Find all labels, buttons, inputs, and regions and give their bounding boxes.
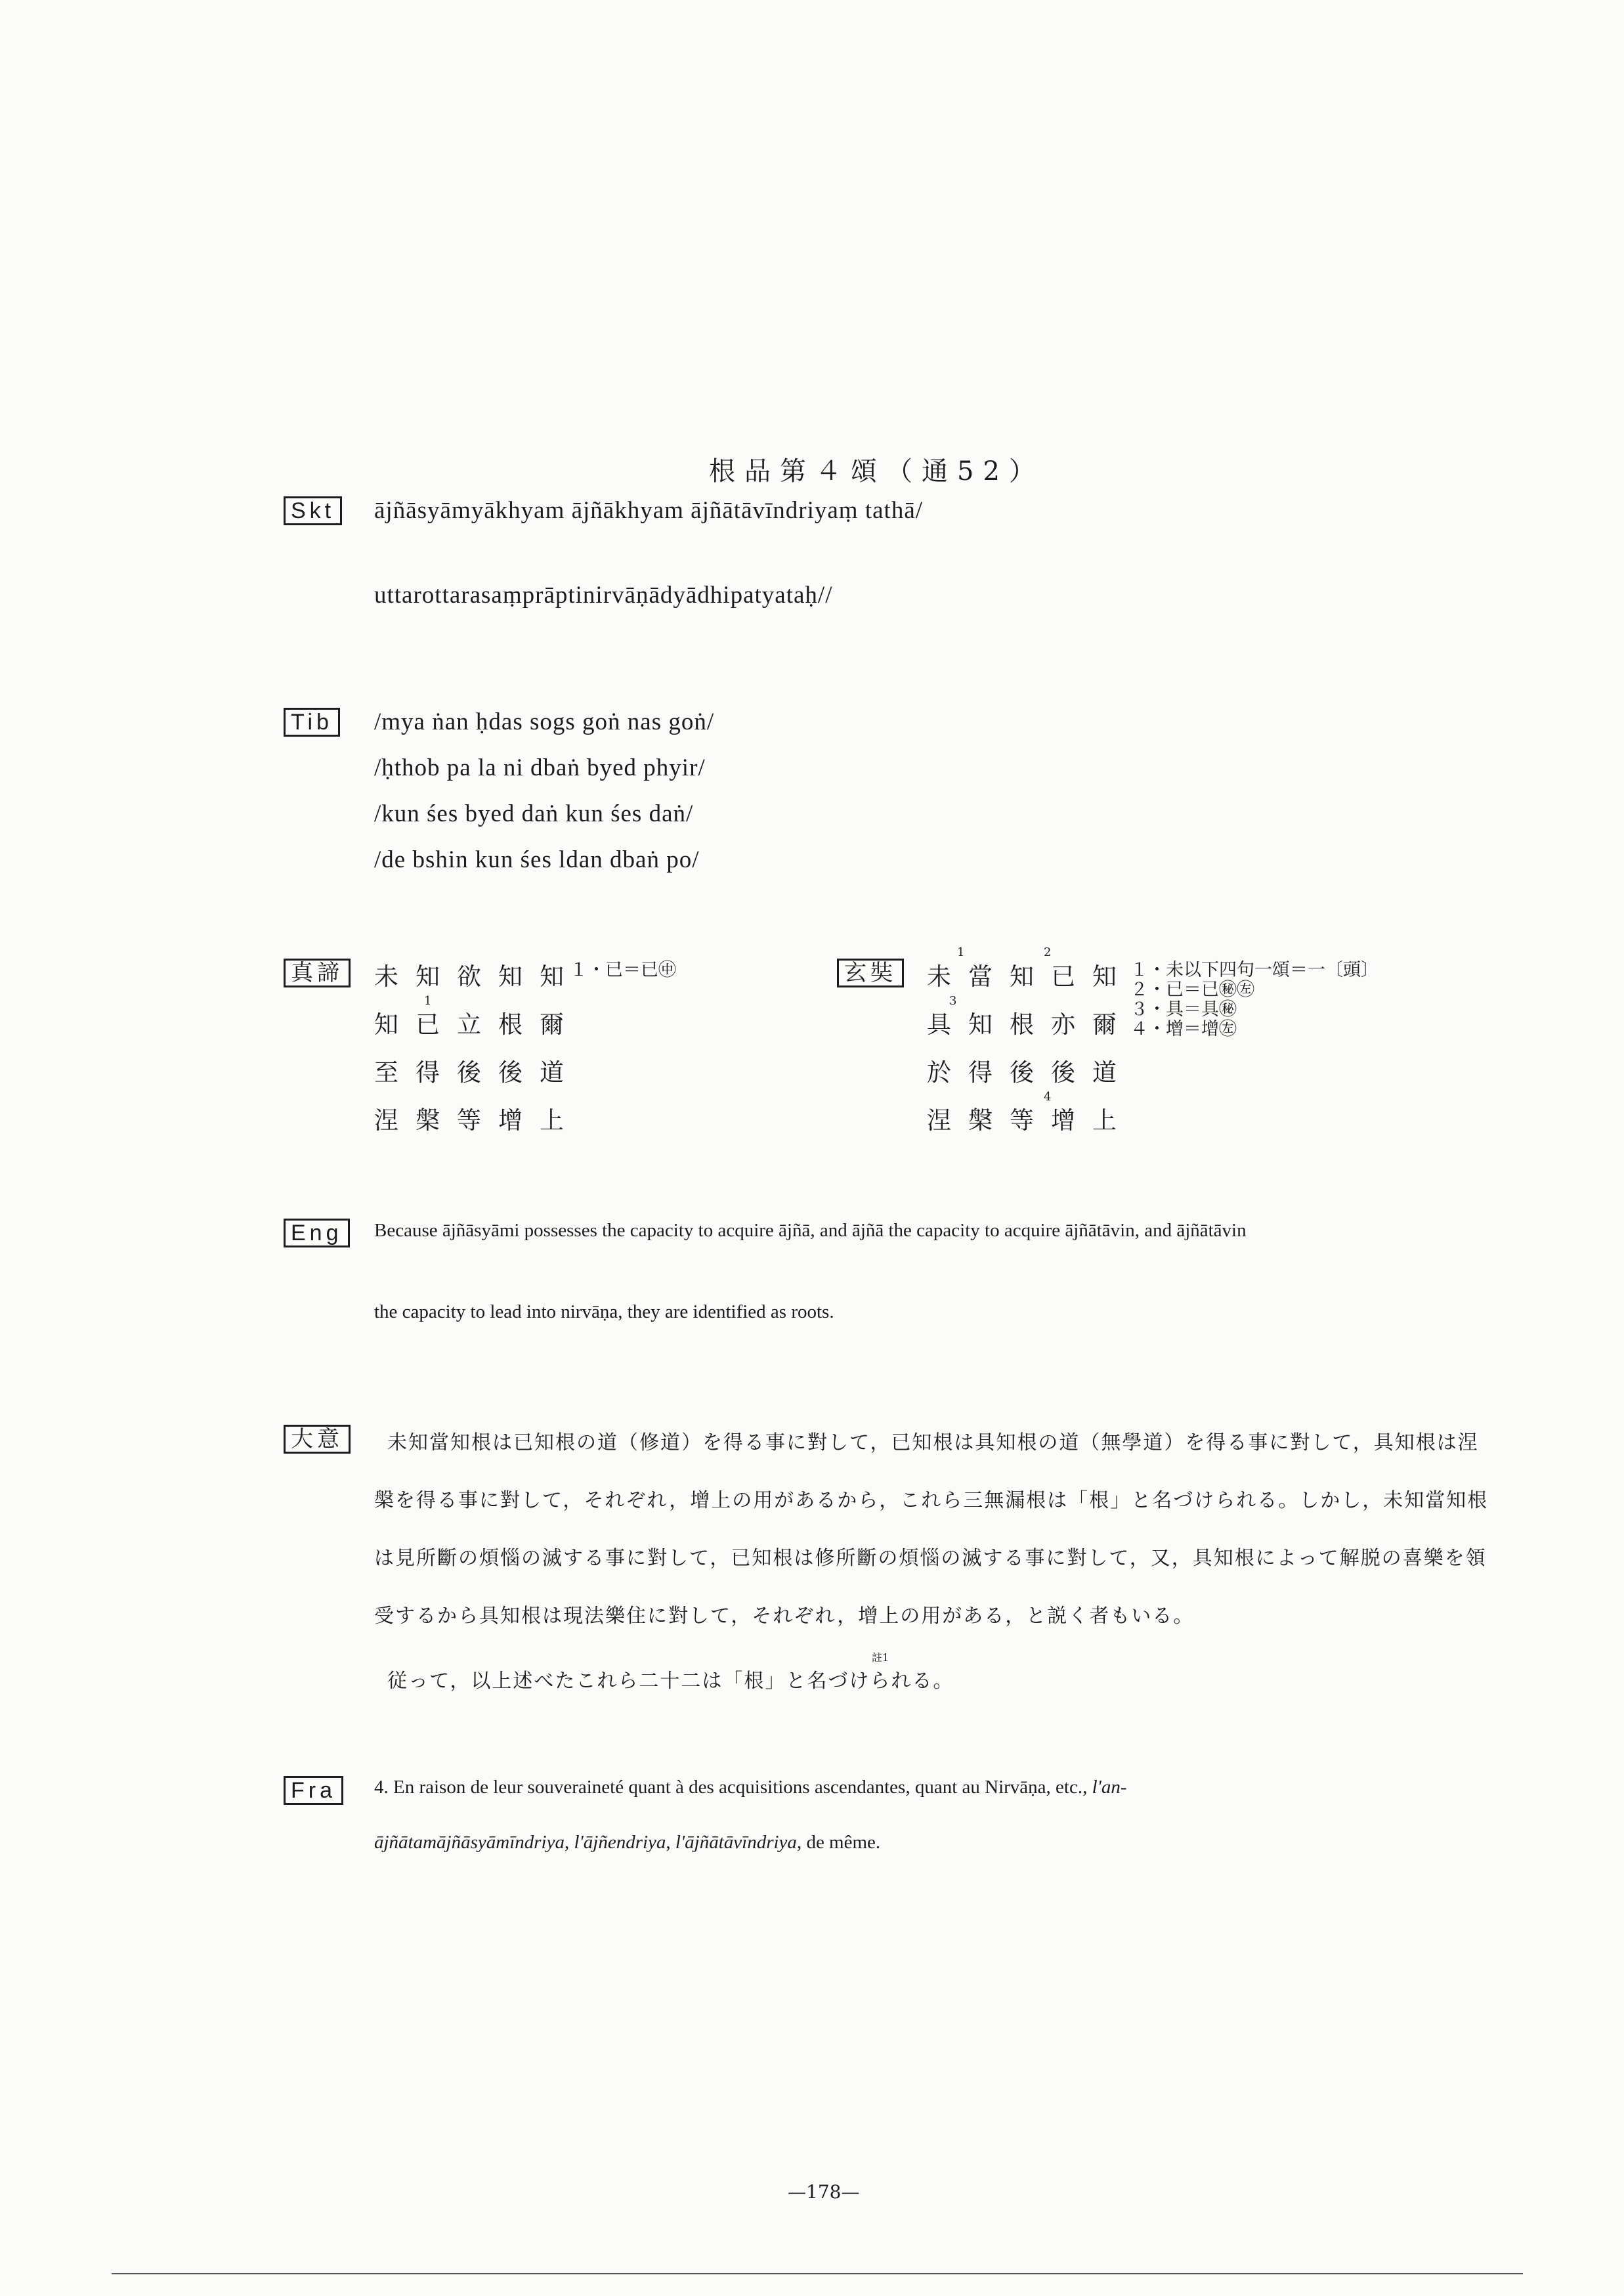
xuanzang-note-mark-4: 4 [1044, 1090, 1052, 1104]
paramartha-verse-line-4: 涅槃等增上 [374, 1106, 581, 1135]
eng-line-2: the capacity to lead into nirvāṇa, they are identified as roots. [374, 1301, 834, 1322]
xuanzang-note-1: １・未以下四句一頌＝一〔頭〕 [1130, 960, 1378, 980]
xuanzang-label: 玄奘 [837, 959, 904, 987]
paramartha-verse-line-2: 知已立根爾 [374, 1010, 581, 1039]
fra-term-1: ājñātamājñāsyāmīndriya [374, 1832, 565, 1853]
xuanzang-verse-line-3: 於得後後道 [927, 1058, 1134, 1087]
fra-line-1-text: 4. En raison de leur souveraineté quant à des acquisitions ascendantes, quant au Nirvāṇa, etc., [374, 1777, 1092, 1798]
skt-label: Skt [284, 496, 342, 525]
xuanzang-note-3: ３・具＝具㊙ [1130, 999, 1237, 1020]
xuanzang-note-mark-3: 3 [949, 994, 957, 1008]
footer-divider [112, 2273, 1523, 2274]
tib-label: Tib [284, 708, 340, 737]
tib-line-4: /de bshin kun śes ldan dbaṅ po/ [374, 846, 700, 873]
eng-line-1: Because ājñāsyāmi possesses the capacity to acquire ājñā, and ājñā the capacity to acquire ājñātāvin, and ājñātāvin [374, 1220, 1247, 1241]
fra-line-1-term: l'an- [1092, 1777, 1127, 1798]
xuanzang-note-2: ２・已＝已㊙㊧ [1130, 980, 1254, 1000]
summary-line-4: 受するから具知根は現法樂住に對して，それぞれ，增上の用がある，と説く者もいる。 [374, 1605, 1195, 1628]
xuanzang-note-4: ４・增＝增㊧ [1130, 1019, 1237, 1039]
summary-line-1: 未知當知根は已知根の道（修道）を得る事に對して，已知根は具知根の道（無學道）を得る事に對して，具知根は涅 [387, 1431, 1479, 1454]
paramartha-label: 真諦 [284, 959, 351, 987]
paramartha-note: １・已＝已㊥ [570, 960, 676, 980]
fra-label: Fra [284, 1776, 343, 1805]
fra-line-2-end: , de même. [796, 1832, 881, 1853]
tib-line-2: /ḥthob pa la ni dbaṅ byed phyir/ [374, 754, 706, 781]
summary-note-mark: 註1 [872, 1651, 889, 1664]
fra-line-2 [374, 1832, 880, 1853]
xuanzang-verse-line-4: 涅槃等增上 [927, 1106, 1134, 1135]
summary-line-2: 槃を得る事に對して，それぞれ，增上の用があるから，これら三無漏根は「根」と名づけられる。しかし，未知當知根 [374, 1489, 1489, 1512]
fra-term-2: l'ājñendriya [574, 1832, 666, 1853]
paramartha-verse-line-3: 至得後後道 [374, 1058, 581, 1087]
skt-line-2: uttarottarasaṃprāptinirvāṇādyādhipatyataḥ// [374, 582, 833, 609]
page-number: —178— [788, 2181, 860, 2203]
xuanzang-verse-line-1: 未當知已知 [927, 963, 1134, 991]
tib-line-1: /mya ṅan ḥdas sogs goṅ nas goṅ/ [374, 708, 715, 735]
skt-line-1: ājñāsyāmyākhyam ājñākhyam ājñātāvīndriyaṃ tathā/ [374, 497, 924, 524]
summary-line-3: は見所斷の煩惱の滅する事に對して，已知根は修所斷の煩惱の滅する事に對して，又，具知根によって解脱の喜樂を領 [374, 1547, 1487, 1570]
fra-term-3: l'ājñātāvīndriya [675, 1832, 797, 1853]
xuanzang-verse-line-2: 具知根亦爾 [927, 1010, 1134, 1039]
summary-label: 大意 [284, 1425, 351, 1454]
fra-sep-1: , [565, 1832, 574, 1853]
page-title: 根品第４頌（通52） [709, 456, 1044, 487]
eng-label: Eng [284, 1219, 350, 1247]
paramartha-verse-line-1: 未知欲知知 [374, 963, 581, 991]
xuanzang-note-mark-2: 2 [1044, 945, 1052, 959]
fra-line-1 [374, 1777, 1127, 1798]
paramartha-note-mark: 1 [424, 994, 432, 1008]
tib-line-3: /kun śes byed daṅ kun śes daṅ/ [374, 800, 694, 827]
summary-conclusion: 従って，以上述べたこれら二十二は「根」と名づけられる。 [387, 1670, 954, 1693]
fra-sep-2: , [666, 1832, 675, 1853]
xuanzang-note-mark-1: 1 [957, 945, 965, 959]
